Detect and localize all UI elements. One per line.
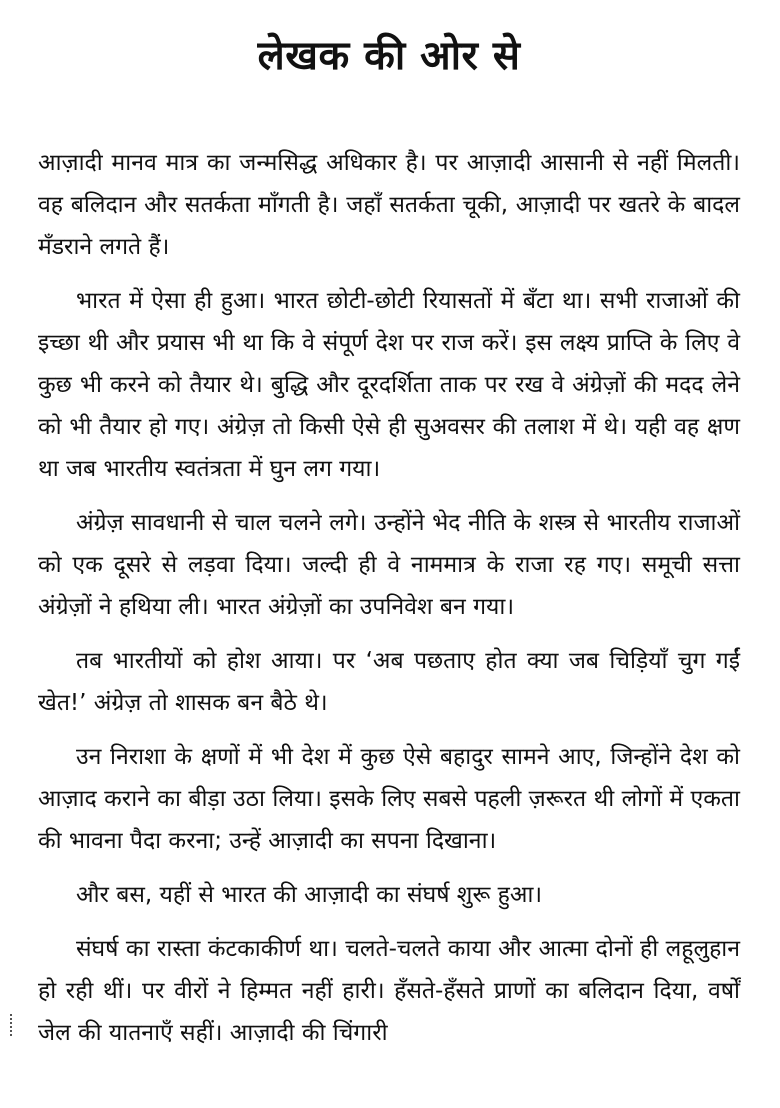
paragraph-3: अंग्रेज़ सावधानी से चाल चलने लगे। उन्होंने भेद नीति के शस्त्र से भारतीय राजाओं को एक दूसरे से लड़वा दिया। जल्दी ही वे नाममात्र के राजा रह गए। समूची सत्ता अंग्रेज़ों ने हथिया ली। भारत अंग्रेज़ों का उपनिवेश बन गया। <box>38 510 740 620</box>
margin-mark <box>10 1014 16 1036</box>
paragraph-1: आज़ादी मानव मात्र का जन्मसिद्ध अधिकार है। पर आज़ादी आसानी से नहीं मिलती। वह बलिदान और सतर्कता माँगती है। जहाँ सतर्कता चूकी, आज़ादी पर खतरे के बादल मँडराने लगते हैं। <box>38 150 740 260</box>
paragraph-6: और बस, यहीं से भारत की आज़ादी का संघर्ष शुरू हुआ। <box>76 882 543 908</box>
page-title: लेखक की ओर से <box>257 33 521 79</box>
paragraph-5: उन निराशा के क्षणों में भी देश में कुछ ऐसे बहादुर सामने आए, जिन्होंने देश को आज़ाद कराने का बीड़ा उठा लिया। इसके लिए सबसे पहली ज़रूरत थी लोगों में एकता की भावना पैदा करना; उन्हें आज़ादी का सपना दिखाना। <box>38 744 740 854</box>
paragraph-2: भारत में ऐसा ही हुआ। भारत छोटी-छोटी रियासतों में बँटा था। सभी राजाओं की इच्छा थी और प्रयास भी था कि वे संपूर्ण देश पर राज करें। इस लक्ष्य प्राप्ति के लिए वे कुछ भी करने को तैयार थे। बुद्धि और दूरदर्शिता ताक पर रख वे अंग्रेज़ों की मदद लेने को भी तैयार हो गए। अंग्रेज़ तो किसी ऐसे ही सुअवसर की तलाश में थे। यही वह क्षण था जब भारतीय स्वतंत्रता में घुन लग गया। <box>38 288 740 482</box>
paragraph-4: तब भारतीयों को होश आया। पर ‘अब पछताए होत क्या जब चिड़ियाँ चुग गईं खेत!’ अंग्रेज़ तो शासक बन बैठे थे। <box>38 648 740 716</box>
paragraph-7: संघर्ष का रास्ता कंटकाकीर्ण था। चलते-चलते काया और आत्मा दोनों ही लहूलुहान हो रही थीं। पर वीरों ने हिम्मत नहीं हारी। हँसते-हँसते प्राणों का बलिदान दिया, वर्षों जेल की यातनाएँ सहीं। आज़ादी की चिंगारी <box>38 936 740 1046</box>
